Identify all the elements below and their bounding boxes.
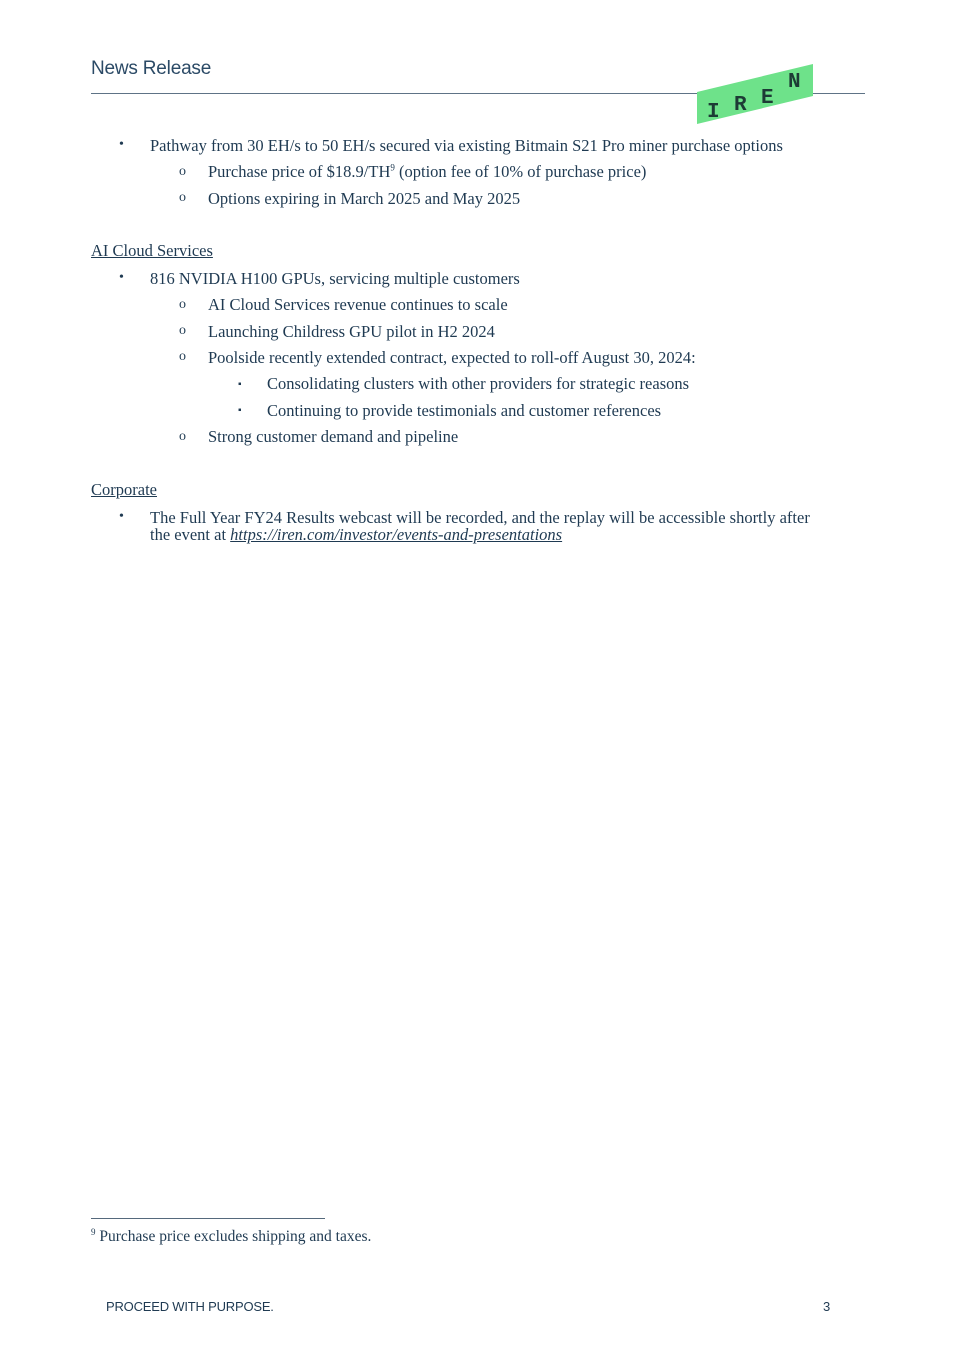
list-item: The Full Year FY24 Results webcast will be recorded, and the replay will be accessible shortly after: [150, 508, 810, 527]
bullet-circle: o: [179, 429, 186, 444]
list-item: Options expiring in March 2025 and May 2025: [208, 189, 521, 208]
footnote: $^9$ Purchase price excludes shipping and taxes.: [91, 1226, 372, 1245]
footnote-number: 9: [91, 1226, 96, 1237]
section-heading-ai-cloud: AI Cloud Services: [91, 241, 213, 260]
list-item: Purchase price of $\$18.9/TH^9$ (option fee of 10% of purchase price): [208, 162, 647, 181]
footer-tagline: PROCEED WITH PURPOSE.: [106, 1299, 274, 1314]
bullet-circle: o: [179, 190, 186, 205]
bullet-square: ▪: [238, 405, 242, 416]
page-number: 3: [823, 1299, 831, 1314]
logo-letter-i: I: [707, 101, 720, 124]
logo-letter-n: N: [788, 71, 801, 94]
list-item: Continuing to provide testimonials and customer references: [267, 401, 662, 420]
iren-logo: [697, 62, 815, 126]
bullet-circle: o: [179, 164, 186, 179]
list-item-continuation: the event at https://iren.com/investor/events-and-presentations: [150, 525, 563, 544]
bullet-disc: •: [119, 137, 124, 152]
footnote-divider: [91, 1218, 325, 1219]
list-item: AI Cloud Services revenue continues to scale: [208, 295, 508, 314]
logo-letter-r: R: [734, 94, 747, 117]
page-header-title: News Release: [91, 58, 212, 79]
webcast-link[interactable]: https://iren.com/investor/events-and-presentations: [230, 525, 563, 544]
bullet-circle: o: [179, 323, 186, 338]
list-item: Poolside recently extended contract, expected to roll-off August 30, 2024:: [208, 348, 696, 367]
list-item: Consolidating clusters with other providers for strategic reasons: [267, 374, 690, 393]
bullet-circle: o: [179, 297, 186, 312]
bullet-disc: •: [119, 270, 124, 285]
section-heading-corporate: Corporate: [91, 480, 157, 499]
list-item: Pathway from 30 EH/s to 50 EH/s secured via existing Bitmain S21 Pro miner purchase options: [150, 136, 783, 155]
bullet-square: ▪: [238, 379, 242, 390]
list-item: Strong customer demand and pipeline: [208, 427, 459, 446]
list-item: Launching Childress GPU pilot in H2 2024: [208, 322, 495, 341]
list-item: 816 NVIDIA H100 GPUs, servicing multiple customers: [150, 269, 520, 288]
bullet-disc: •: [119, 509, 124, 524]
footnote-ref: 9: [390, 162, 395, 173]
logo-letter-e: E: [761, 87, 774, 110]
bullet-circle: o: [179, 349, 186, 364]
